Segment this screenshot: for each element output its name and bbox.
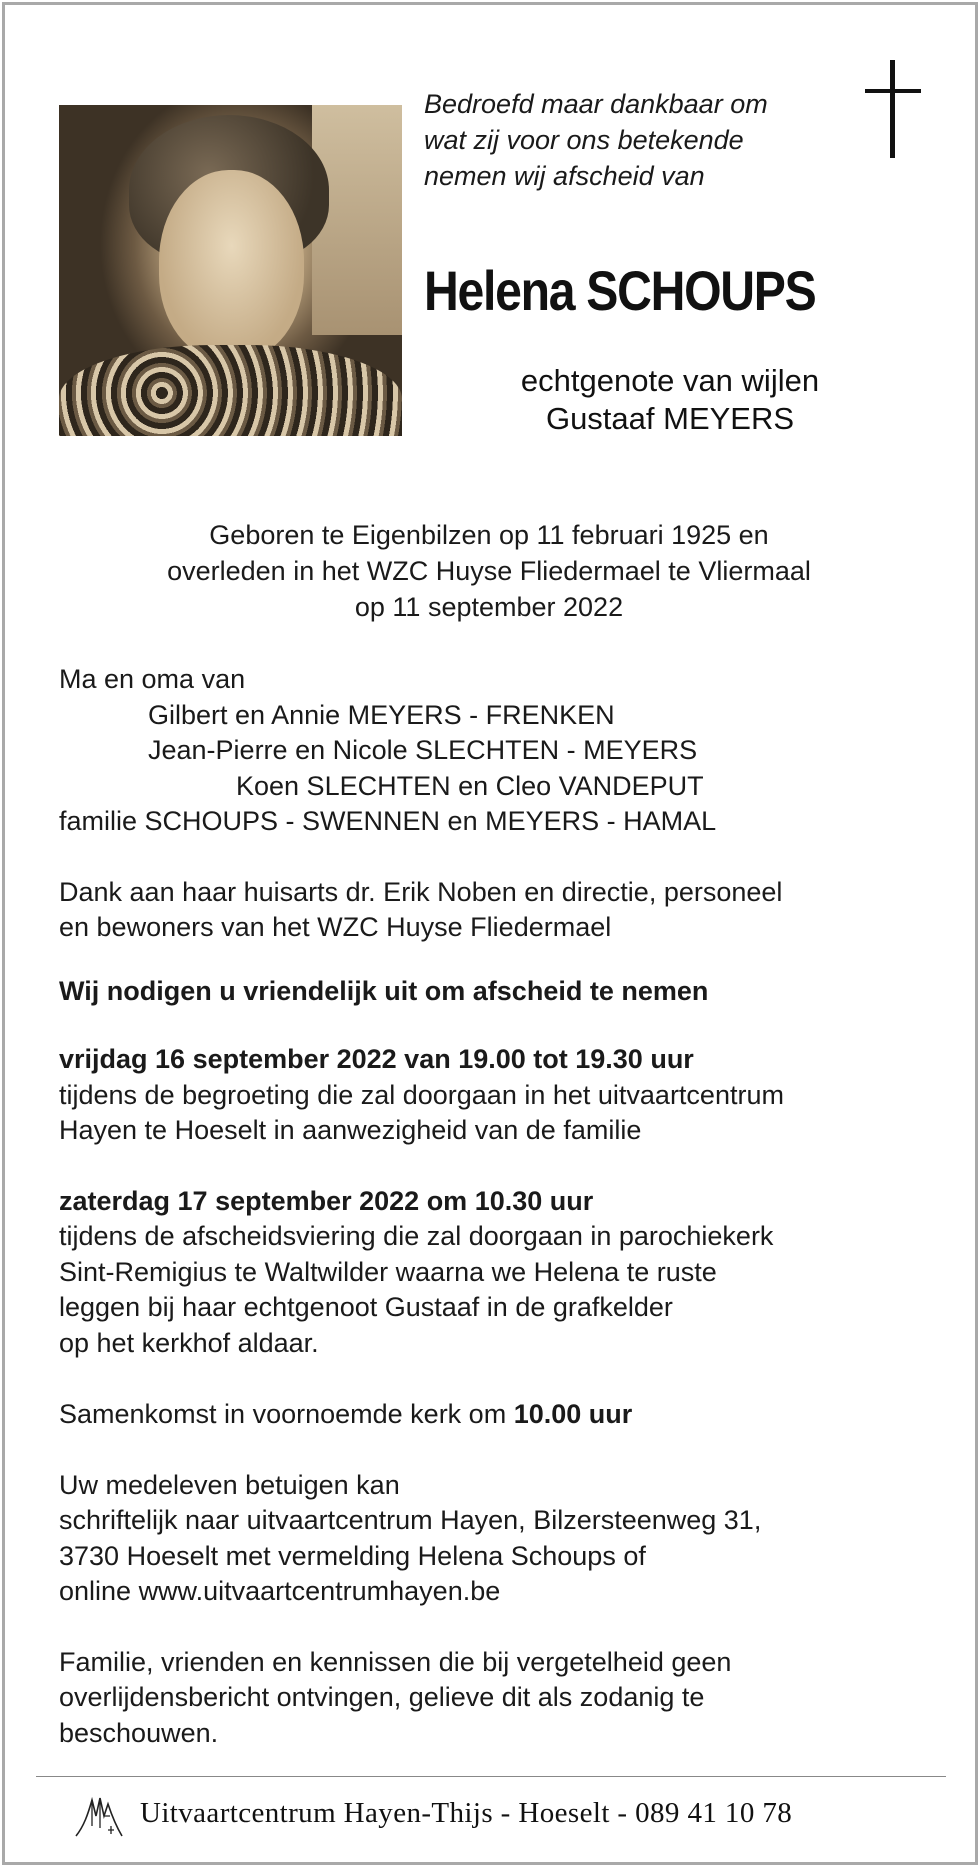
intro-line: nemen wij afscheid van [424, 161, 705, 191]
ceremony-line: op het kerkhof aldaar. [59, 1328, 319, 1358]
intro-line: wat zij voor ons betekende [424, 125, 744, 155]
birth-line: op 11 september 2022 [354, 592, 624, 622]
ceremony-line: leggen bij haar echtgenoot Gustaaf in de grafkelder [59, 1292, 673, 1322]
visitation-datetime: vrijdag 16 september 2022 van 19.00 tot 19.30 uur [59, 1044, 694, 1074]
birth-line: overleden in het WZC Huyse Fliedermael te Vliermaal [167, 556, 811, 586]
condolences-line: Uw medeleven betuigen kan [59, 1470, 400, 1500]
notice-line: overlijdensbericht ontvingen, gelieve dit als zodanig te [59, 1682, 705, 1712]
gathering-text [59, 1397, 632, 1433]
family-line: Koen SLECHTEN en Cleo VANDEPUT [236, 771, 704, 801]
gathering-time: 10.00 uur [513, 1399, 633, 1429]
visitation-line: tijdens de begroeting die zal doorgaan in het uitvaartcentrum [59, 1080, 784, 1110]
thanks-line: Dank aan haar huisarts dr. Erik Noben en directie, personeel [59, 877, 783, 907]
spouse-line: Gustaaf MEYERS [545, 401, 795, 436]
footer-divider [36, 1776, 946, 1777]
ceremony-line: tijdens de afscheidsviering die zal doorgaan in parochiekerk [59, 1221, 774, 1251]
birth-death-info [59, 517, 919, 625]
ceremony-line: Sint-Remigius te Waltwilder waarna we Helena te ruste [59, 1257, 717, 1287]
invitation-heading: Wij nodigen u vriendelijk uit om afscheid te nemen [59, 976, 709, 1006]
spouse-line: echtgenote van wijlen [520, 363, 820, 398]
portrait-photo [59, 105, 402, 436]
deceased-name: Helena SCHOUPS [424, 259, 816, 322]
footer-contact: Uitvaartcentrum Hayen-Thijs - Hoeselt - 089 41 10 78 [140, 1797, 793, 1829]
spouse-text [430, 362, 910, 438]
funeral-home-logo-icon [70, 1786, 126, 1842]
notice-line: Familie, vrienden en kennissen die bij vergetelheid geen [59, 1647, 732, 1677]
condolences-line: schriftelijk naar uitvaartcentrum Hayen, Bilzersteenweg 31, [59, 1505, 762, 1535]
visitation-line: Hayen te Hoeselt in aanwezigheid van de familie [59, 1115, 642, 1145]
condolences-line: 3730 Hoeselt met vermelding Helena Schoups of [59, 1541, 646, 1571]
family-line: familie SCHOUPS - SWENNEN en MEYERS - HAMAL [59, 806, 717, 836]
notice-line: beschouwen. [59, 1718, 219, 1748]
family-line: Jean-Pierre en Nicole SLECHTEN - MEYERS [148, 735, 698, 765]
family-line: Gilbert en Annie MEYERS - FRENKEN [148, 700, 615, 730]
intro-text [424, 86, 844, 194]
gathering-label: Samenkomst in voornoemde kerk om [59, 1399, 514, 1429]
thanks-line: en bewoners van het WZC Huyse Fliedermael [59, 912, 612, 942]
condolences-line: online www.uitvaartcentrumhayen.be [59, 1576, 501, 1606]
birth-line: Geboren te Eigenbilzen op 11 februari 1925 en [209, 520, 769, 550]
family-heading: Ma en oma van [59, 664, 246, 694]
cross-icon [865, 60, 921, 160]
ceremony-datetime: zaterdag 17 september 2022 om 10.30 uur [59, 1186, 594, 1216]
intro-line: Bedroefd maar dankbaar om [424, 89, 768, 119]
